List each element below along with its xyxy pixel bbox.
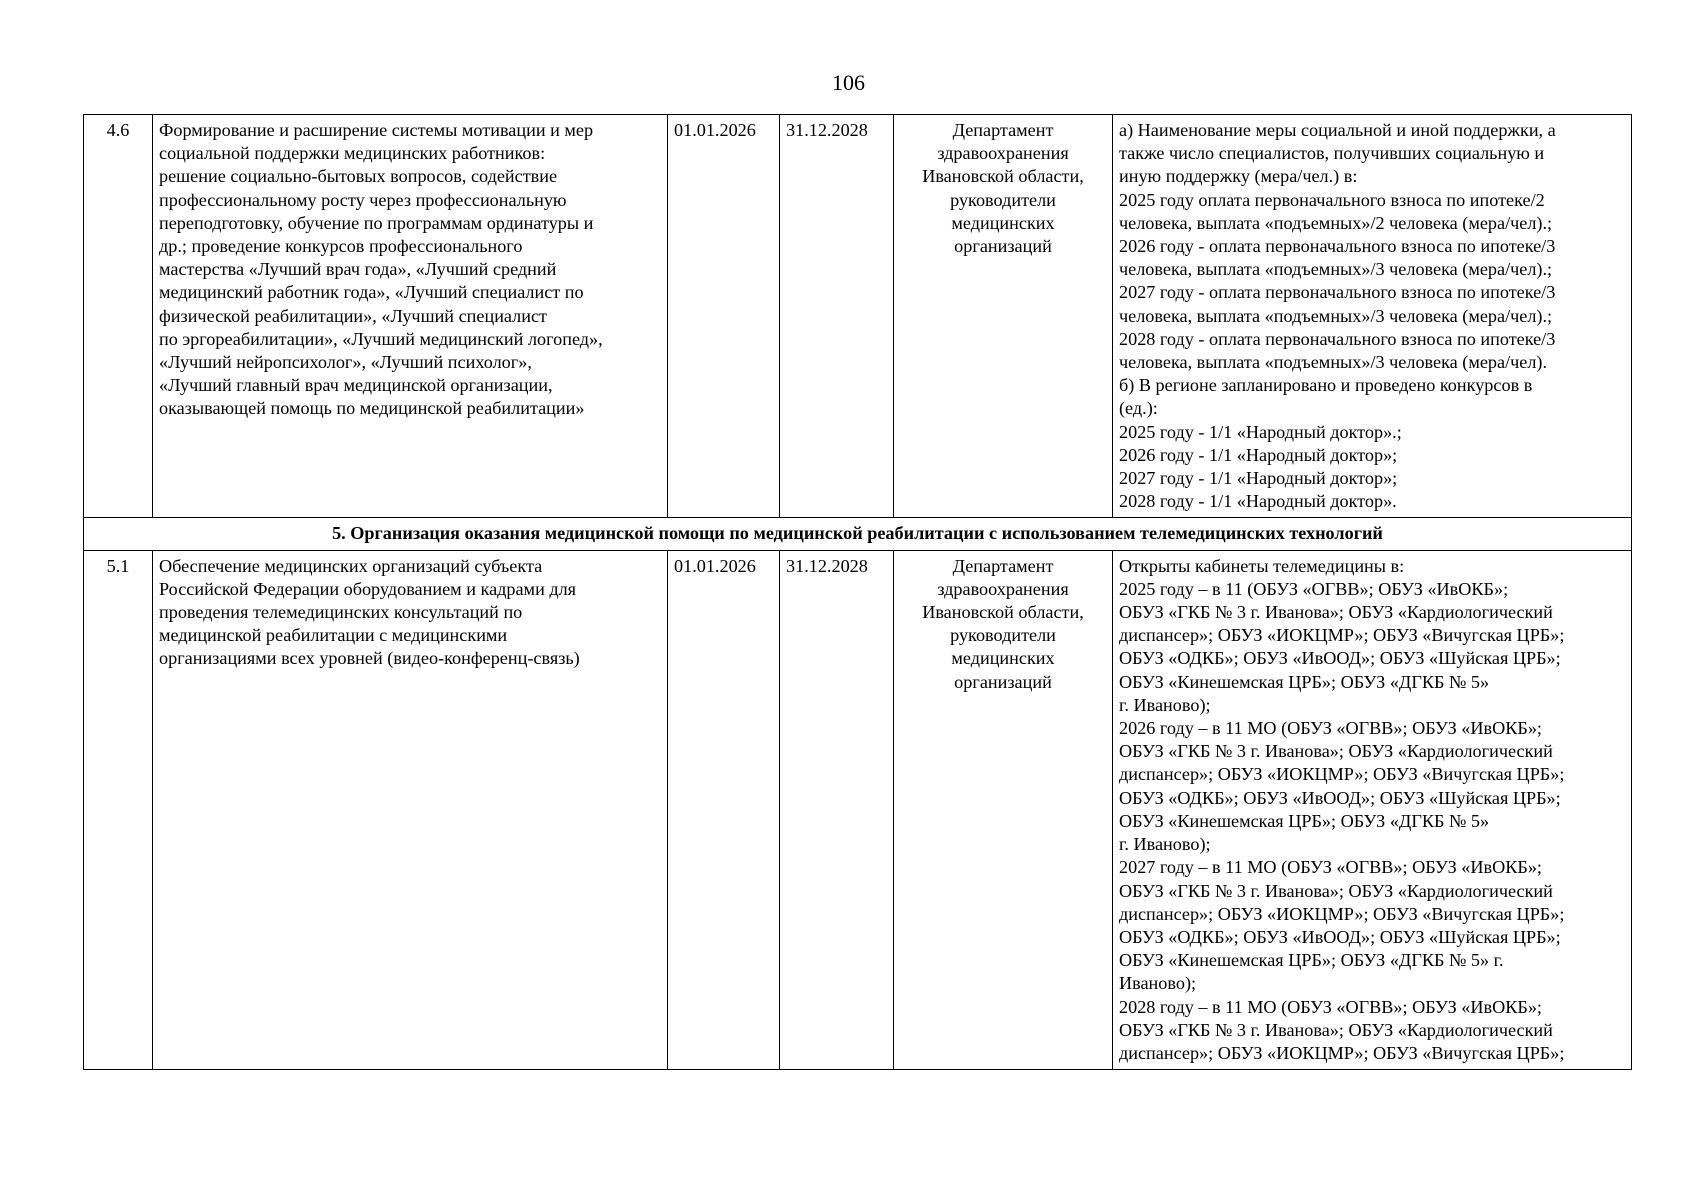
text-line: решение социально-бытовых вопросов, содействие (159, 166, 558, 187)
start-date: 01.01.2026 (668, 550, 780, 1069)
text-line: 2027 году - оплата первоначального взноса по ипотеке/3 (1119, 282, 1556, 303)
text-line: 2026 году – в 11 МО (ОБУЗ «ОГВВ»; ОБУЗ «ИвОКБ»; (1119, 718, 1542, 739)
text-line: медицинской реабилитации с медицинскими (159, 625, 508, 646)
text-line: Иваново); (1119, 973, 1197, 994)
text-line: б) В регионе запланировано и проведено конкурсов в (1119, 375, 1533, 396)
text-line: ОБУЗ «ОДКБ»; ОБУЗ «ИвООД»; ОБУЗ «Шуйская ЦРБ»; (1119, 648, 1561, 669)
text-line: г. Иваново); (1119, 694, 1211, 715)
text-line: ОБУЗ «ГКБ № 3 г. Иванова»; ОБУЗ «Кардиологический (1119, 1019, 1553, 1040)
text-line: ОБУЗ «Кинешемская ЦРБ»; ОБУЗ «ДГКБ № 5» (1119, 810, 1490, 831)
text-line: по эргореабилитации», «Лучший медицинский логопед», (159, 328, 603, 349)
text-line: человека, выплата «подъемных»/3 человека (мера/чел).; (1119, 305, 1553, 326)
text-line: диспансер»; ОБУЗ «ИОКЦМР»; ОБУЗ «Вичугская ЦРБ»; (1119, 764, 1565, 785)
text-line: руководители (950, 625, 1056, 646)
table-row-5-1 (84, 550, 1632, 1069)
text-line: также число специалистов, получивших социальную и (1119, 143, 1545, 164)
text-line: медицинских (951, 212, 1055, 233)
text-line: 2028 году - оплата первоначального взноса по ипотеке/3 (1119, 328, 1556, 349)
section-heading-row (84, 518, 1632, 550)
end-date: 31.12.2028 (780, 115, 894, 518)
text-line: ОБУЗ «ОДКБ»; ОБУЗ «ИвООД»; ОБУЗ «Шуйская ЦРБ»; (1119, 926, 1561, 947)
text-line: иную поддержку (мера/чел.) в: (1119, 166, 1358, 187)
text-line: др.; проведение конкурсов профессионального (159, 236, 523, 257)
text-line: мастерства «Лучший врач года», «Лучший средний (159, 259, 557, 280)
text-line: медицинский работник года», «Лучший специалист по (159, 282, 584, 303)
expected-result (1113, 115, 1632, 518)
text-line: 2026 году - оплата первоначального взноса по ипотеке/3 (1119, 236, 1556, 257)
text-line: Российской Федерации оборудованием и кадрами для (159, 578, 577, 599)
text-line: руководители (950, 189, 1056, 210)
text-line: г. Иваново); (1119, 834, 1211, 855)
text-line: ОБУЗ «Кинешемская ЦРБ»; ОБУЗ «ДГКБ № 5» (1119, 671, 1490, 692)
text-line: Департамент (952, 120, 1054, 140)
text-line: проведения телемедицинских консультаций по (159, 602, 523, 623)
text-line: Ивановской области, (922, 602, 1084, 623)
text-line: 2027 году - 1/1 «Народный доктор»; (1119, 468, 1398, 489)
text-line: «Лучший нейропсихолог», «Лучший психолог», (159, 352, 532, 373)
text-line: 2028 году – в 11 МО (ОБУЗ «ОГВВ»; ОБУЗ «ИвОКБ»; (1119, 996, 1542, 1017)
text-line: (ед.): (1119, 398, 1158, 419)
responsible-executors (894, 115, 1113, 518)
text-line: социальной поддержки медицинских работников: (159, 143, 546, 164)
text-line: 2026 году - 1/1 «Народный доктор»; (1119, 444, 1398, 465)
text-line: ОБУЗ «Кинешемская ЦРБ»; ОБУЗ «ДГКБ № 5» г. (1119, 950, 1504, 971)
text-line: 2028 году - 1/1 «Народный доктор». (1119, 491, 1397, 512)
text-line: здравоохранения (937, 578, 1069, 599)
text-line: 2025 году - 1/1 «Народный доктор».; (1119, 421, 1402, 442)
section-heading: 5. Организация оказания медицинской помощи по медицинской реабилитации с использованием телемедицинских технологий (84, 518, 1632, 550)
text-line: а) Наименование меры социальной и иной поддержки, а (1119, 120, 1556, 140)
page-number: 106 (832, 70, 865, 95)
text-line: диспансер»; ОБУЗ «ИОКЦМР»; ОБУЗ «Вичугская ЦРБ»; (1119, 1042, 1565, 1063)
text-line: диспансер»; ОБУЗ «ИОКЦМР»; ОБУЗ «Вичугская ЦРБ»; (1119, 903, 1565, 924)
text-line: человека, выплата «подъемных»/3 человека (мера/чел).; (1119, 259, 1553, 280)
text-line: Обеспечение медицинских организаций субъекта (159, 555, 543, 576)
text-line: Ивановской области, (922, 166, 1084, 187)
text-line: организаций (954, 236, 1052, 257)
text-line: организациями всех уровней (видео-конференц-связь) (159, 648, 580, 669)
text-line: ОБУЗ «ОДКБ»; ОБУЗ «ИвООД»; ОБУЗ «Шуйская ЦРБ»; (1119, 787, 1561, 808)
text-line: 2025 году – в 11 (ОБУЗ «ОГВВ»; ОБУЗ «ИвОКБ»; (1119, 578, 1509, 599)
text-line: физической реабилитации», «Лучший специалист (159, 305, 547, 326)
text-line: Формирование и расширение системы мотивации и мер (159, 120, 594, 140)
table-row-4-6 (84, 115, 1632, 518)
text-line: человека, выплата «подъемных»/2 человека (мера/чел).; (1119, 212, 1553, 233)
activity-description (153, 115, 668, 518)
text-line: ОБУЗ «ГКБ № 3 г. Иванова»; ОБУЗ «Кардиологический (1119, 741, 1553, 762)
end-date: 31.12.2028 (780, 550, 894, 1069)
text-line: организаций (954, 671, 1052, 692)
row-number: 4.6 (84, 115, 153, 518)
text-line: ОБУЗ «ГКБ № 3 г. Иванова»; ОБУЗ «Кардиологический (1119, 602, 1553, 623)
text-line: оказывающей помощь по медицинской реабилитации» (159, 398, 585, 419)
text-line: ОБУЗ «ГКБ № 3 г. Иванова»; ОБУЗ «Кардиологический (1119, 880, 1553, 901)
activities-table (83, 114, 1632, 1070)
text-line: переподготовку, обучение по программам ординатуры и (159, 212, 594, 233)
text-line: здравоохранения (937, 143, 1069, 164)
text-line: 2025 году оплата первоначального взноса по ипотеке/2 (1119, 189, 1545, 210)
text-line: профессиональному росту через профессиональную (159, 189, 567, 210)
text-line: медицинских (951, 648, 1055, 669)
start-date: 01.01.2026 (668, 115, 780, 518)
activity-description (153, 550, 668, 1069)
text-line: «Лучший главный врач медицинской организации, (159, 375, 553, 396)
text-line: 2027 году – в 11 МО (ОБУЗ «ОГВВ»; ОБУЗ «ИвОКБ»; (1119, 857, 1542, 878)
text-line: Открыты кабинеты телемедицины в: (1119, 555, 1405, 576)
text-line: диспансер»; ОБУЗ «ИОКЦМР»; ОБУЗ «Вичугская ЦРБ»; (1119, 625, 1565, 646)
row-number: 5.1 (84, 550, 153, 1069)
responsible-executors (894, 550, 1113, 1069)
text-line: Департамент (952, 555, 1054, 576)
text-line: человека, выплата «подъемных»/3 человека (мера/чел). (1119, 352, 1548, 373)
expected-result (1113, 550, 1632, 1069)
